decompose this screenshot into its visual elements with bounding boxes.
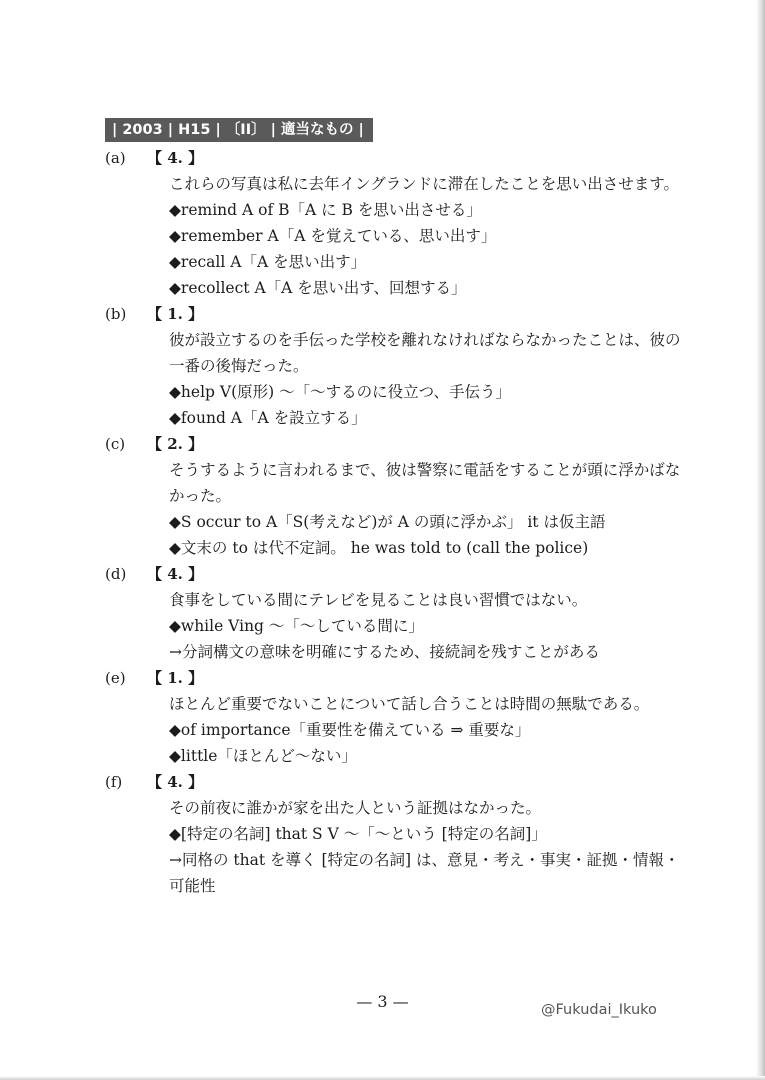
explanation-line	[105, 743, 695, 769]
vocab-note: ◆remind A of B「A に B を思い出させる」	[169, 201, 482, 219]
page-number: — 3 —	[356, 992, 409, 1011]
author-handle: @Fukudai_Ikuko	[541, 1002, 657, 1018]
explanation-line	[105, 639, 695, 665]
question-label: (f)	[105, 773, 123, 791]
question-d-row	[105, 561, 695, 587]
answer-choice: 【 4. 】	[147, 565, 204, 583]
page-edge-shadow	[756, 0, 765, 1080]
explanation-line	[105, 405, 695, 431]
answer-list	[105, 145, 695, 899]
question-label: (d)	[105, 565, 127, 583]
explanation-line	[105, 327, 695, 379]
question-e-row	[105, 665, 695, 691]
explanation-line	[105, 795, 695, 821]
answer-choice: 【 2. 】	[147, 435, 204, 453]
vocab-note: ◆help V(原形) 〜「〜するのに役立つ、手伝う」	[169, 383, 511, 401]
explanation-line	[105, 457, 695, 509]
translation-text: その前夜に誰かが家を出た人という証拠はなかった。	[169, 799, 542, 817]
translation-text: これらの写真は私に去年イングランドに滞在したことを思い出させます。	[169, 175, 679, 193]
grammar-note: →分詞構文の意味を明確にするため、接続詞を残すことがある	[169, 643, 600, 661]
explanation-line	[105, 197, 695, 223]
question-label: (a)	[105, 149, 126, 167]
answer-choice: 【 1. 】	[147, 305, 204, 323]
explanation-line	[105, 821, 695, 847]
vocab-note: ◆of importance「重要性を備えている ⇒ 重要な」	[169, 721, 531, 739]
page-bottom-shadow	[0, 1076, 765, 1080]
question-a-row	[105, 145, 695, 171]
vocab-note: ◆while Ving 〜「〜している間に」	[169, 617, 424, 635]
explanation-line	[105, 691, 695, 717]
grammar-note: →同格の that を導く [特定の名詞] は、意見・考え・事実・証拠・情報・可能性	[169, 851, 680, 895]
explanation-line	[105, 847, 695, 899]
explanation-line	[105, 249, 695, 275]
explanation-line	[105, 171, 695, 197]
question-b-row	[105, 301, 695, 327]
answer-choice: 【 1. 】	[147, 669, 204, 687]
question-label: (b)	[105, 305, 127, 323]
vocab-note: ◆remember A「A を覚えている、思い出す」	[169, 227, 497, 245]
vocab-note: ◆recollect A「A を思い出す、回想する」	[169, 279, 467, 297]
explanation-line	[105, 223, 695, 249]
vocab-note: ◆文末の to は代不定詞。 he was told to (call the police)	[169, 539, 589, 557]
vocab-note: ◆recall A「A を思い出す」	[169, 253, 367, 271]
explanation-line	[105, 717, 695, 743]
answer-choice: 【 4. 】	[147, 149, 204, 167]
section-header: | 2003 | H15 | 〔II〕 | 適当なもの |	[105, 118, 373, 142]
vocab-note: ◆S occur to A「S(考えなど)が A の頭に浮かぶ」 it は仮主語	[169, 513, 606, 531]
vocab-note: ◆found A「A を設立する」	[169, 409, 367, 427]
translation-text: そうするように言われるまで、彼は警察に電話をすることが頭に浮かばなかった。	[169, 461, 681, 505]
answer-choice: 【 4. 】	[147, 773, 204, 791]
question-label: (e)	[105, 669, 126, 687]
explanation-line	[105, 535, 695, 561]
explanation-line	[105, 613, 695, 639]
translation-text: 食事をしている間にテレビを見ることは良い習慣ではない。	[169, 591, 588, 609]
question-label: (c)	[105, 435, 126, 453]
question-f-row	[105, 769, 695, 795]
explanation-line	[105, 379, 695, 405]
explanation-line	[105, 275, 695, 301]
question-c-row	[105, 431, 695, 457]
explanation-line	[105, 509, 695, 535]
vocab-note: ◆little「ほとんど〜ない」	[169, 747, 357, 765]
explanation-line	[105, 587, 695, 613]
translation-text: 彼が設立するのを手伝った学校を離れなければならなかったことは、彼の一番の後悔だった。	[169, 331, 681, 375]
translation-text: ほとんど重要でないことについて話し合うことは時間の無駄である。	[169, 695, 650, 713]
vocab-note: ◆[特定の名詞] that S V 〜「〜という [特定の名詞]」	[169, 825, 547, 843]
